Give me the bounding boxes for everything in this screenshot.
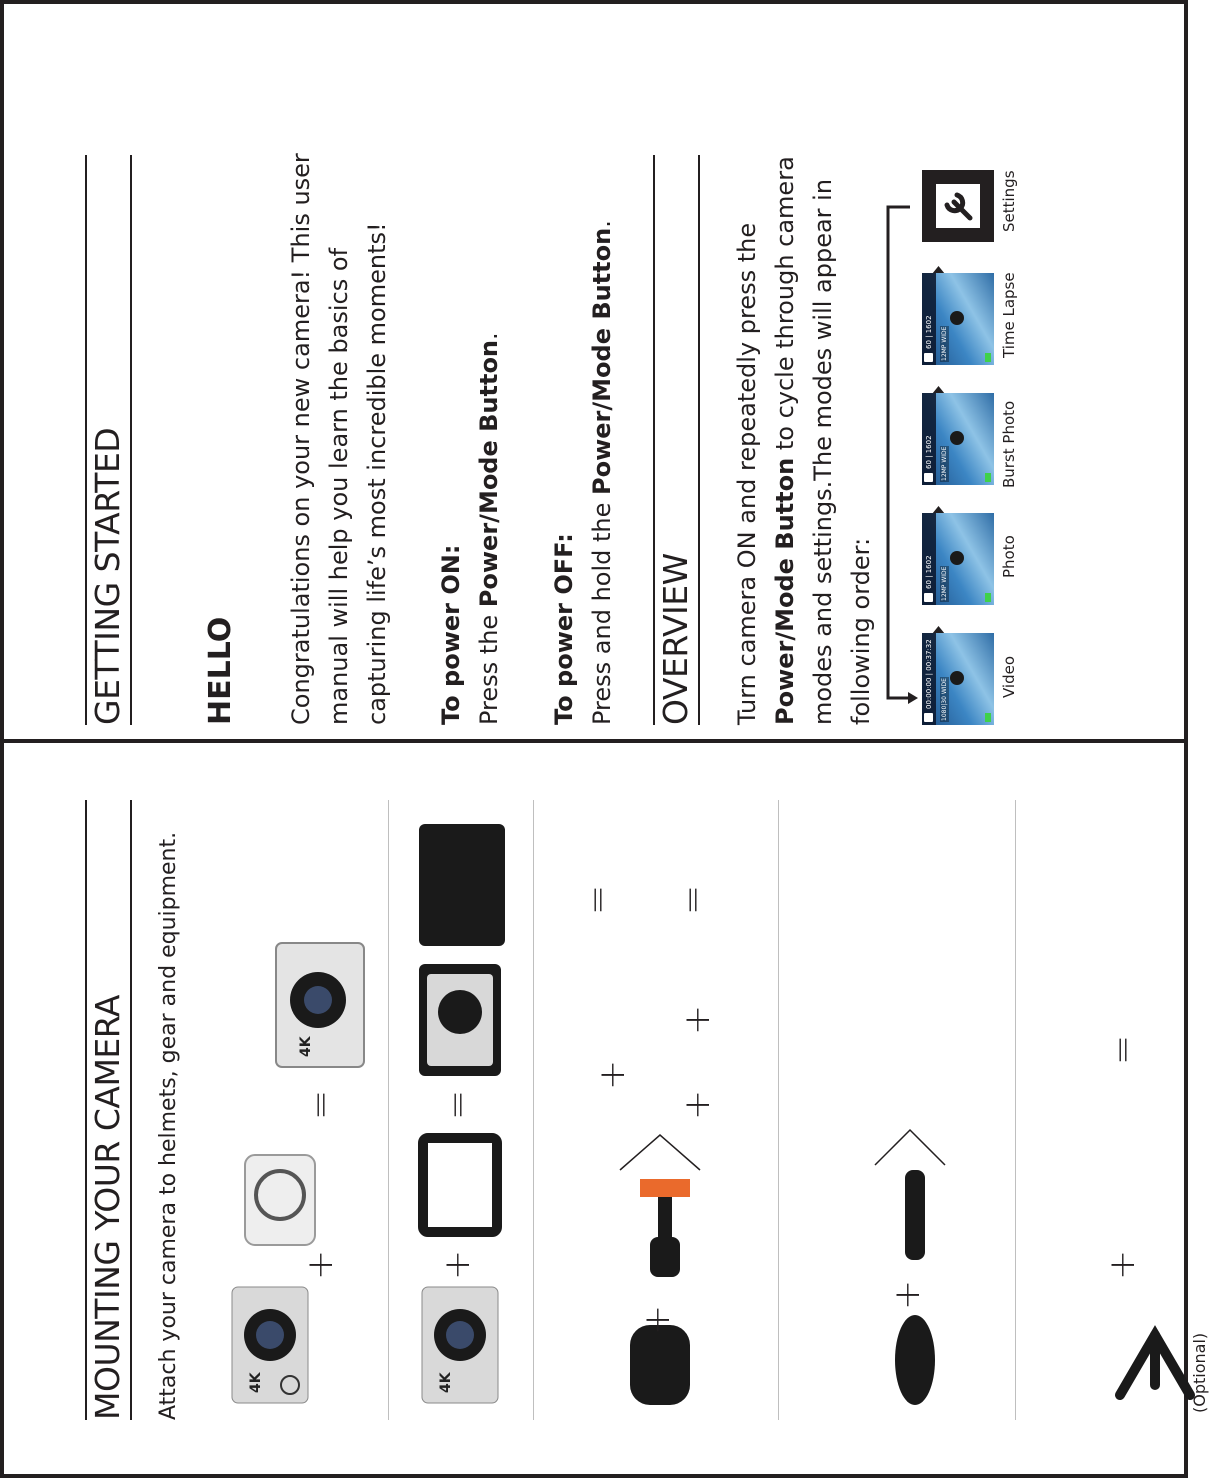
action-camera-icon xyxy=(230,1285,310,1405)
mode-label-photo: Photo xyxy=(1000,535,1018,578)
mode-label-video: Video xyxy=(1000,655,1018,698)
mounting-title: MOUNTING YOUR CAMERA xyxy=(88,995,127,1420)
mode-thumb-photo: 60 | 1602 12MP WIDE xyxy=(922,513,994,605)
branch-lines xyxy=(875,1090,945,1170)
overview-rule-top xyxy=(653,155,655,725)
video-icon xyxy=(924,713,933,722)
plus-sign: + xyxy=(1102,1249,1143,1280)
plus-sign: + xyxy=(592,1059,633,1090)
power-off-heading: To power OFF: xyxy=(550,533,578,725)
mounting-rule-top xyxy=(85,800,87,1420)
row-divider xyxy=(533,800,534,1420)
plus-sign: + xyxy=(887,1279,928,1310)
mounting-page xyxy=(60,740,1209,1475)
timelapse-icon xyxy=(924,353,933,362)
extension-arm-icon xyxy=(895,1165,935,1265)
overview-rule-bottom xyxy=(698,155,700,725)
getting-started-page xyxy=(60,60,1190,740)
svg-text:4K: 4K xyxy=(298,1036,314,1057)
mode-thumb-burst: 60 | 1602 12MP WIDE xyxy=(922,393,994,485)
row-divider xyxy=(388,800,389,1420)
hello-text: Congratulations on your new camera! This user manual will help you learn the basics of capturing life’s most incredible moments! xyxy=(287,153,391,725)
mode-thumb-timelapse: 60 | 1602 12MP WIDE xyxy=(922,273,994,365)
power-on-text: Press the Power/Mode Button. xyxy=(475,332,503,725)
equals-sign: = xyxy=(577,884,618,915)
row-divider xyxy=(778,800,779,1420)
row-divider xyxy=(1015,800,1016,1420)
camera-icon xyxy=(924,593,933,602)
mini-tripod-icon xyxy=(1115,1315,1195,1405)
action-camera-icon xyxy=(420,1285,500,1405)
wrench-icon xyxy=(922,170,994,242)
plus-sign: + xyxy=(677,1089,718,1120)
title-rule-top xyxy=(85,155,87,725)
waterproof-case-icon xyxy=(235,1140,335,1250)
getting-started-title: GETTING STARTED xyxy=(88,427,127,725)
plus-sign: + xyxy=(677,1004,718,1035)
overview-title: OVERVIEW xyxy=(656,553,695,725)
optional-label: (Optional) xyxy=(1190,1332,1209,1413)
camera-frame-icon xyxy=(415,1130,510,1240)
svg-text:4K: 4K xyxy=(438,1372,454,1393)
burst-icon xyxy=(924,473,933,482)
svg-text:4K: 4K xyxy=(248,1372,264,1393)
handlebar-clamp-icon xyxy=(860,1305,970,1415)
power-off-text: Press and hold the Power/Mode Button. xyxy=(588,220,616,725)
plus-sign: + xyxy=(637,1304,678,1335)
equals-sign: = xyxy=(437,1089,478,1120)
title-rule-bottom xyxy=(130,155,132,725)
equals-sign: = xyxy=(672,884,713,915)
equals-sign: = xyxy=(1102,1034,1143,1065)
hello-heading: HELLO xyxy=(203,616,238,725)
cased-camera-icon xyxy=(270,935,370,1075)
mode-thumb-video: 00:00:00 | 00:37:32 1080|30 WIDE xyxy=(922,633,994,725)
equals-sign: = xyxy=(300,1089,341,1120)
framed-camera-icon xyxy=(415,960,505,1080)
j-hook-mount-icon xyxy=(620,1175,710,1285)
plus-sign: + xyxy=(300,1249,341,1280)
mode-label-settings: Settings xyxy=(1000,170,1018,232)
plus-sign: + xyxy=(437,1249,478,1280)
back-screen-icon xyxy=(415,820,510,950)
mode-label-timelapse: Time Lapse xyxy=(1000,272,1018,358)
mounting-subtitle: Attach your camera to helmets, gear and equipment. xyxy=(156,831,181,1420)
mode-label-burst: Burst Photo xyxy=(1000,400,1018,488)
mounting-rule-bottom xyxy=(130,800,132,1420)
power-on-heading: To power ON: xyxy=(437,544,465,725)
overview-text: Turn camera ON and repeatedly press the Power/Mode Button to cycle through camera modes and settings.The modes will appear in following order: xyxy=(733,156,875,725)
